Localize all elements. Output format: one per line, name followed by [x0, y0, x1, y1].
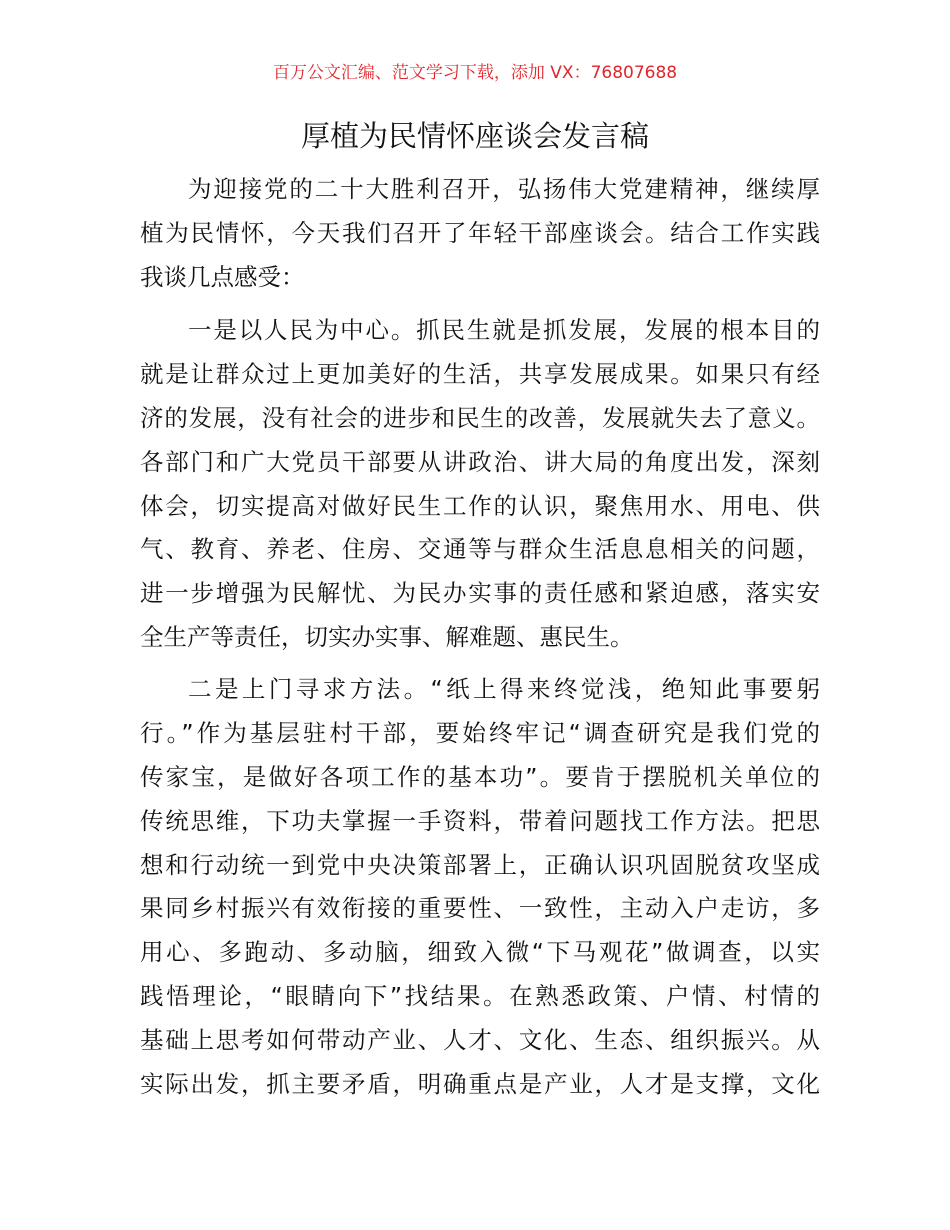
text-line: 植为民情怀，今天我们召开了年轻干部座谈会。结合工作实践 — [140, 218, 820, 247]
text-line: 全生产等责任，切实办实事、解难题、惠民生。 — [140, 623, 634, 652]
text-line: 基础上思考如何带动产业、人才、文化、生态、组织振兴。从 — [140, 1026, 820, 1055]
text-line: 体会，切实提高对做好民生工作的认识，聚焦用水、用电、供 — [140, 491, 820, 520]
paragraph-point-two — [140, 668, 820, 1107]
text-line: 果同乡村振兴有效衔接的重要性、一致性，主动入户走访，多 — [140, 894, 820, 923]
text-line: 传家宝，是做好各项工作的基本功”。要肯于摆脱机关单位的 — [140, 762, 820, 791]
text-line: 各部门和广大党员干部要从讲政治、讲大局的角度出发，深刻 — [140, 447, 820, 476]
text-line: 进一步增强为民解忧、为民办实事的责任感和紧迫感，落实安 — [140, 579, 820, 608]
text-line: 用心、多跑动、多动脑，细致入微“下马观花”做调查，以实 — [140, 938, 820, 967]
text-line: 传统思维，下功夫掌握一手资料，带着问题找工作方法。把思 — [140, 806, 820, 835]
text-line: 我谈几点感受： — [140, 262, 305, 291]
text-line: 行。”作为基层驻村干部，要始终牢记“调查研究是我们党的 — [140, 718, 820, 747]
text-line: 气、教育、养老、住房、交通等与群众生活息息相关的问题， — [140, 535, 820, 564]
document-title: 厚植为民情怀座谈会发言稿 — [300, 119, 649, 153]
text-line: 实际出发，抓主要矛盾，明确重点是产业，人才是支撑，文化 — [140, 1070, 820, 1099]
text-line: 就是让群众过上更加美好的生活，共享发展成果。如果只有经 — [140, 359, 820, 388]
paragraph-point-one — [140, 309, 820, 660]
text-line: 践悟理论，“眼睛向下”找结果。在熟悉政策、户情、村情的 — [140, 982, 820, 1011]
promo-banner: 百万公文汇编、范文学习下载，添加 VX：76807688 — [272, 63, 678, 83]
text-line: 一是以人民为中心。抓民生就是抓发展，发展的根本目的 — [188, 316, 820, 344]
text-line: 为迎接党的二十大胜利召开，弘扬伟大党建精神，继续厚 — [188, 175, 820, 203]
text-line: 想和行动统一到党中央决策部署上，正确认识巩固脱贫攻坚成 — [140, 850, 820, 879]
text-line: 二是上门寻求方法。“纸上得来终觉浅，绝知此事要躬 — [188, 675, 820, 703]
text-line: 济的发展，没有社会的进步和民生的改善，发展就失去了意义。 — [140, 403, 820, 432]
paragraph-intro — [140, 168, 820, 300]
